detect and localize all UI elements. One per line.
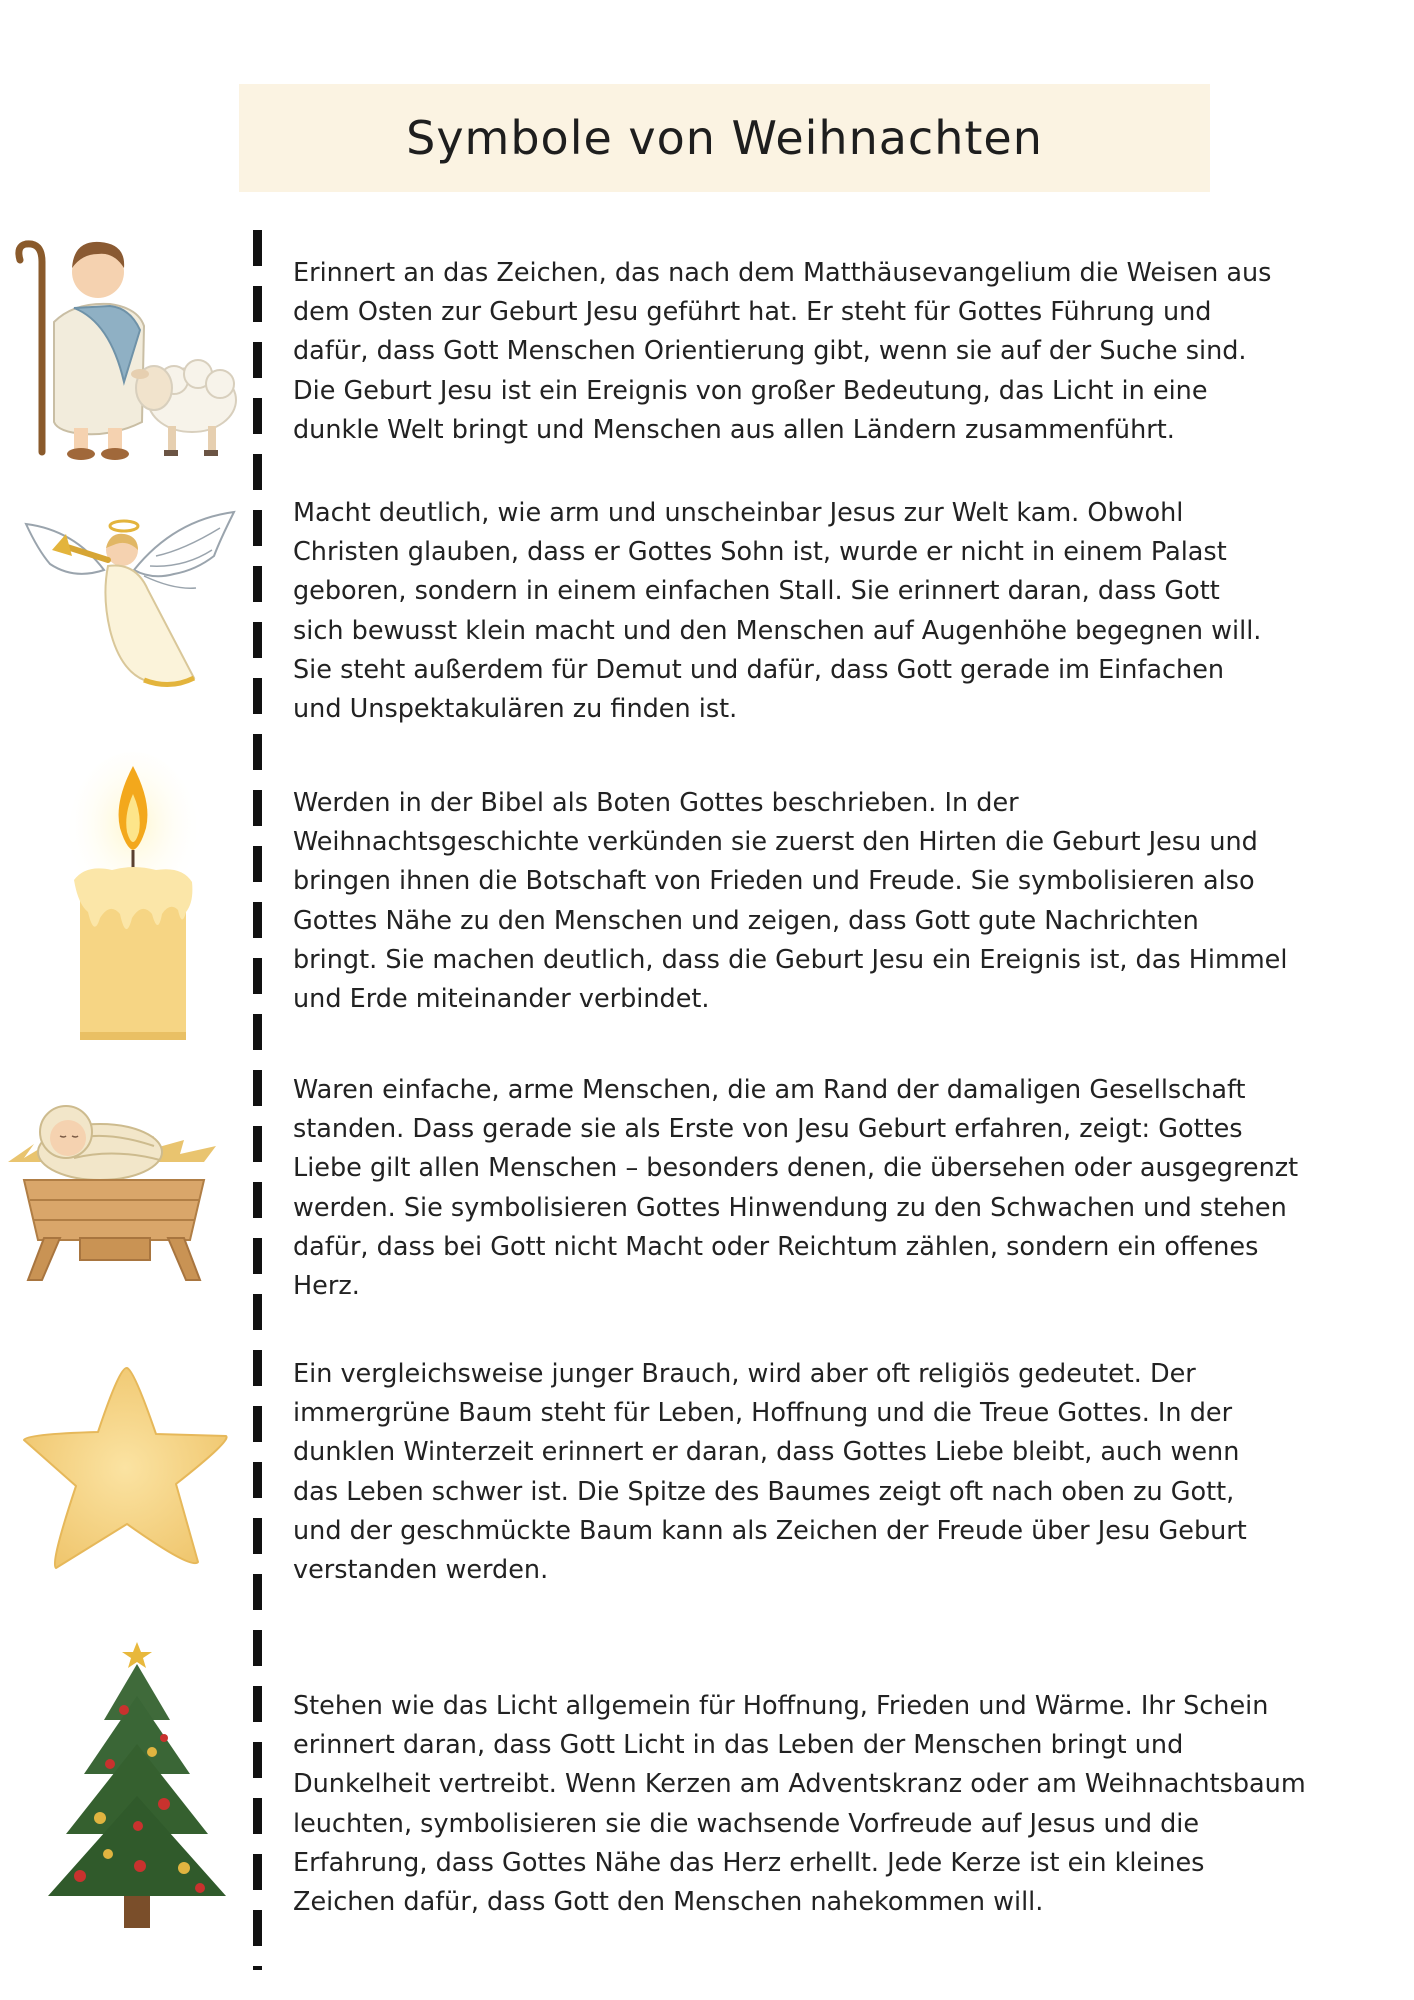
section-text-5: Ein vergleichsweise junger Brauch, wird aber oft religiös gedeutet. Der immergrüne Baum steht für Leben, Hoffnung und die Treue Gottes. In der dunklen Winterzeit erinnert er daran, dass Gottes Liebe bleibt, auch wenn das Leben schwer ist. Die Spitze des Baumes zeigt oft nach oben zu Gott, und der geschmückte Baum kann als Zeichen der Freude über Jesu Geburt verstanden werden. — [293, 1359, 1247, 1586]
candle-icon — [66, 752, 200, 1042]
christmas-tree-icon — [44, 1640, 230, 1932]
section-text-4: Waren einfache, arme Menschen, die am Rand der damaligen Gesellschaft standen. Dass gerade sie als Erste von Jesu Geburt erfahren, zeigt: Gottes Liebe gilt allen Menschen – besonders denen, die übersehen oder ausgegrenzt werden. Sie symbolisieren Gottes Hinwendung zu den Schwachen und stehen dafür, dass bei Gott nicht Macht oder Reichtum zählen, sondern ein offenes Herz. — [293, 1075, 1299, 1302]
page-title: Symbole von Weihnachten — [406, 111, 1043, 165]
dashed-separator — [253, 230, 262, 1970]
section-text-1: Erinnert an das Zeichen, das nach dem Matthäusevangelium die Weisen aus dem Osten zur Geburt Jesu geführt hat. Er steht für Gottes Führung und dafür, dass Gott Menschen Orientierung gibt, wenn sie auf der Suche sind. Die Geburt Jesu ist ein Ereignis von großer Bedeutung, das Licht in eine dunkle Welt bringt und Menschen aus allen Ländern zusammenführt. — [293, 258, 1272, 445]
section-text-6: Stehen wie das Licht allgemein für Hoffnung, Frieden und Wärme. Ihr Schein erinnert daran, dass Gott Licht in das Leben der Menschen bringt und Dunkelheit vertreibt. Wenn Kerzen am Adventskranz oder am Weihnachtsbaum leuchten, symbolisieren sie die wachsende Vorfreude auf Jesus und die Erfahrung, dass Gottes Nähe das Herz erhellt. Jede Kerze ist ein kleines Zeichen dafür, dass Gott den Menschen nahekommen will. — [293, 1691, 1306, 1918]
section-text-2: Macht deutlich, wie arm und unscheinbar Jesus zur Welt kam. Obwohl Christen glauben, dass er Gottes Sohn ist, wurde er nicht in einem Palast geboren, sondern in einem einfachen Stall. Sie erinnert daran, dass Gott sich bewusst klein macht und den Menschen auf Augenhöhe begegnen will. Sie steht außerdem für Demut und dafür, dass Gott gerade im Einfachen und Unspektakulären zu finden ist. — [293, 498, 1262, 725]
star-icon — [20, 1364, 234, 1576]
title-banner — [239, 84, 1210, 192]
shepherd-boy-with-lamb-icon — [14, 222, 240, 464]
section-text-3: Werden in der Bibel als Boten Gottes beschrieben. In der Weihnachtsgeschichte verkünden sie zuerst den Hirten die Geburt Jesu und bringen ihnen die Botschaft von Frieden und Freude. Sie symbolisieren also Gottes Nähe zu den Menschen und zeigen, dass Gott gute Nachrichten bringt. Sie machen deutlich, dass die Geburt Jesu ein Ereignis ist, das Himmel und Erde miteinander verbindet. — [293, 788, 1288, 1015]
angel-with-trumpet-icon — [24, 510, 238, 694]
baby-in-manger-icon — [4, 1088, 226, 1282]
